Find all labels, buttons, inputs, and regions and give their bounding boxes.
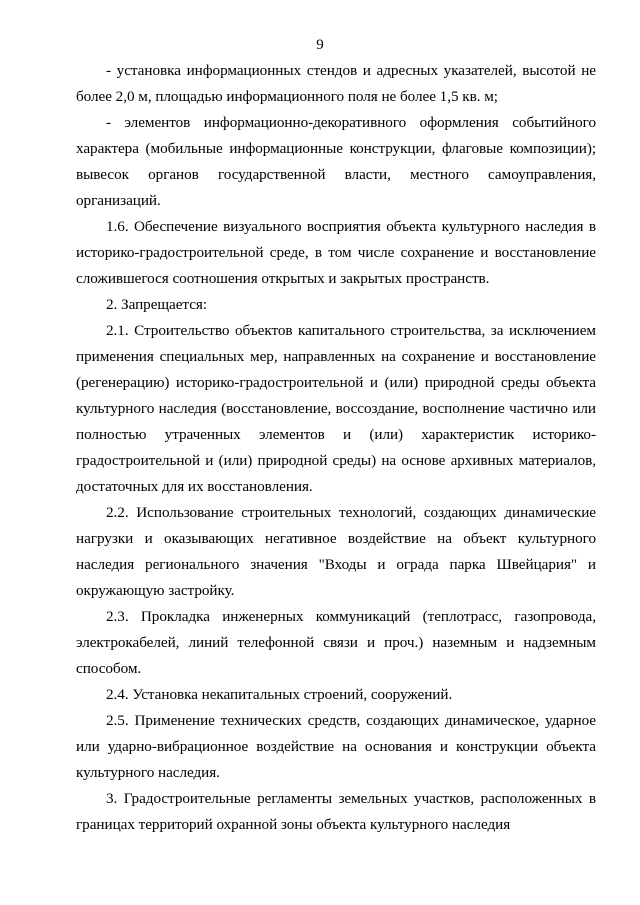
paragraph-2-1: 2.1. Строительство объектов капитального строительства, за исключением применения специальных мер, направленных на сохранение и восстановление (регенерацию) историко-градостроительной и (или) природной среды объекта культурного наследия (восстановление, воссоздание, восполнение частично или полностью утраченных элементов и (или) характеристик историко-градостроительной и (или) природной среды) на основе архивных материалов, достаточных для их восстановления. (76, 322, 596, 495)
paragraph-2-5: 2.5. Применение технических средств, создающих динамическое, ударное или ударно-вибрационное воздействие на основания и конструкции объекта культурного наследия. (76, 712, 596, 781)
paragraph-info-stands: - установка информационных стендов и адресных указателей, высотой не более 2,0 м, площадью информационного поля не более 1,5 кв. м; (76, 62, 596, 105)
paragraph-3: 3. Градостроительные регламенты земельных участков, расположенных в границах территорий охранной зоны объекта культурного наследия (76, 790, 596, 833)
document-body (76, 58, 596, 838)
paragraph-1-6: 1.6. Обеспечение визуального восприятия объекта культурного наследия в историко-градостроительной среде, в том числе сохранение и восстановление сложившегося соотношения открытых и закрытых пространств. (76, 218, 596, 287)
paragraph-2-2: 2.2. Использование строительных технологий, создающих динамические нагрузки и оказывающих негативное воздействие на объект культурного наследия регионального значения "Входы и ограда парка Швейцария" и окружающую застройку. (76, 504, 596, 599)
paragraph-2-3: 2.3. Прокладка инженерных коммуникаций (теплотрасс, газопровода, электрокабелей, линий телефонной связи и проч.) наземным и надземным способом. (76, 608, 596, 677)
paragraph-2-heading: 2. Запрещается: (106, 296, 207, 313)
page-number: 9 (316, 37, 324, 53)
paragraph-2-4: 2.4. Установка некапитальных строений, сооружений. (106, 686, 453, 703)
paragraph-decorative-elements: - элементов информационно-декоративного оформления событийного характера (мобильные информационные конструкции, флаговые композиции); вывесок органов государственной власти, местного самоуправления, организаций. (76, 114, 596, 209)
